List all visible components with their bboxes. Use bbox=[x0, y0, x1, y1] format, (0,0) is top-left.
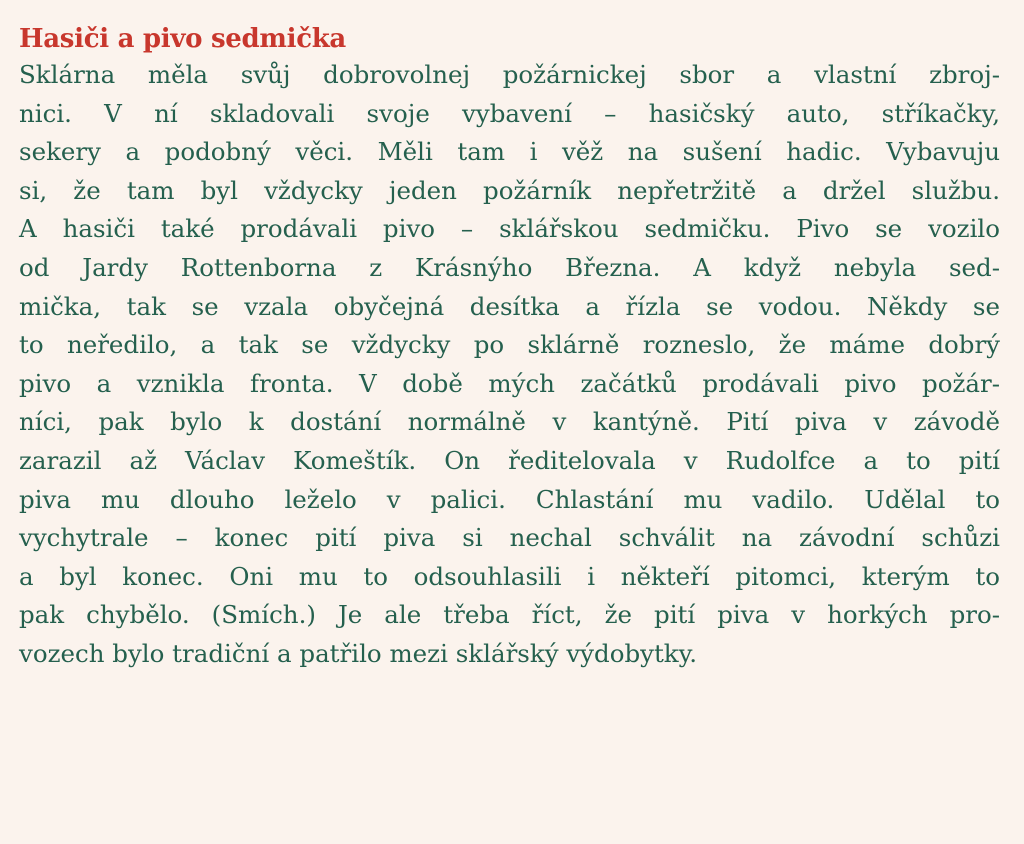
paragraph-line: mička, tak se vzala obyčejná desítka a řízla se vodou. Někdy se bbox=[19, 291, 1000, 321]
body-paragraph bbox=[19, 56, 1000, 674]
paragraph-line: a byl konec. Oni mu to odsouhlasili i někteří pitomci, kterým to bbox=[19, 561, 1000, 591]
paragraph-line: piva mu dlouho leželo v palici. Chlastání mu vadilo. Udělal to bbox=[19, 484, 1000, 514]
paragraph-line: od Jardy Rottenborna z Krásnýho Března. A když nebyla sed- bbox=[19, 252, 1000, 282]
paragraph-line: pivo a vznikla fronta. V době mých začátků prodávali pivo požár- bbox=[19, 368, 1000, 398]
paragraph-line: zarazil až Václav Komeštík. On ředitelovala v Rudolfce a to pití bbox=[19, 445, 1000, 475]
paragraph-line: pak chybělo. (Smích.) Je ale třeba říct, že pití piva v horkých pro- bbox=[19, 600, 1000, 630]
paragraph-line: Sklárna měla svůj dobrovolnej požárnickej sbor a vlastní zbroj- bbox=[19, 60, 1000, 89]
section-heading: Hasiči a pivo sedmička bbox=[19, 24, 346, 54]
paragraph-line: to neředilo, a tak se vždycky po sklárně rozneslo, že máme dobrý bbox=[19, 330, 1000, 360]
paragraph-line: nici. V ní skladovali svoje vybavení – hasičský auto, stříkačky, bbox=[19, 98, 1000, 128]
paragraph-line: vychytrale – konec pití piva si nechal schválit na závodní schůzi bbox=[19, 523, 1000, 553]
paragraph-line: si, že tam byl vždycky jeden požárník nepřetržitě a držel službu. bbox=[19, 175, 1000, 205]
paragraph-line: A hasiči také prodávali pivo – sklářskou sedmičku. Pivo se vozilo bbox=[19, 214, 1000, 244]
paragraph-line: sekery a podobný věci. Měli tam i věž na sušení hadic. Vybavuju bbox=[19, 137, 1000, 167]
paragraph-line: vozech bylo tradiční a patřilo mezi sklářský výdobytky. bbox=[19, 638, 698, 668]
paragraph-line: níci, pak bylo k dostání normálně v kantýně. Pití piva v závodě bbox=[19, 407, 1000, 437]
